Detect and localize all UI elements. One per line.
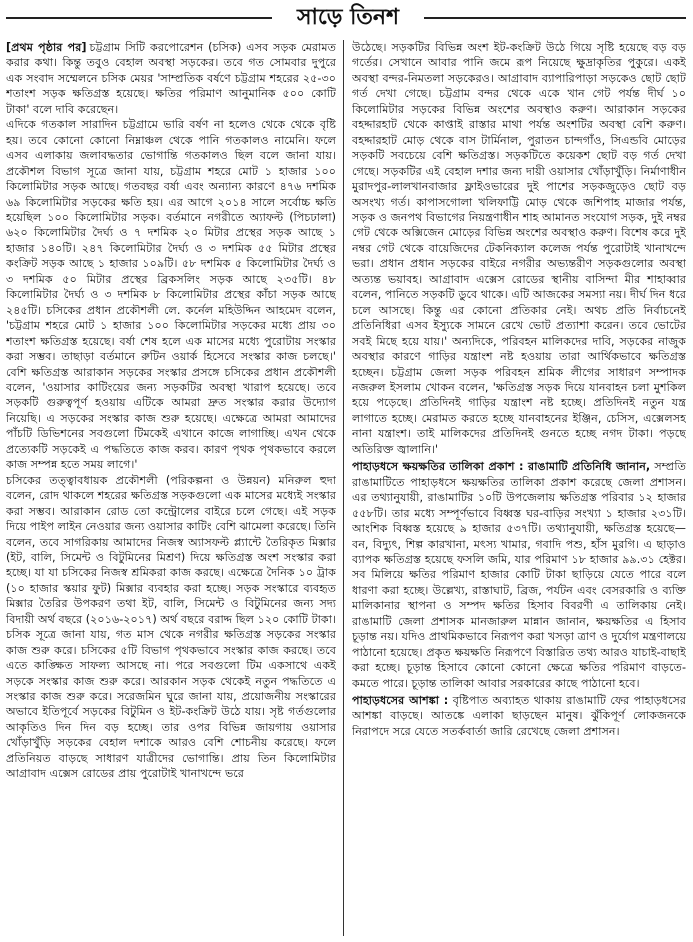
article-column-right bbox=[352, 40, 686, 936]
subsection-body: বৃষ্টিপাত অব্যাহত থাকায় রাঙামাটি ফের পাহাড়ধসের আশঙ্কা বাড়ছে। আতঙ্কে এলাকা ছাড়ছেন মানুষ। ঝুঁকিপূর্ণ লোকজনকে নিরাপদে সরে যেতে সতর্কবার্তা জারি রেখেছে জেলা প্রশাসন। bbox=[352, 694, 686, 738]
article-paragraph bbox=[6, 40, 336, 117]
article-paragraph: এদিকে গতকাল সারাদিন চট্টগ্রামে ভারি বর্ষণ না হলেও থেকে থেকে বৃষ্টি হয়। তবে কোনো কোনো নিম্নাঞ্চল থেকে পানি গতকালও নামেনি। ফলে এসব এলাকায় জলাবদ্ধতার ভোগান্তি গতকালও ছিল বলে জানা যায়। প্রকৌশল বিভাগ সূত্রে জানা যায়, চট্টগ্রাম শহরে মোট ১ হাজার ১০০ কিলোমিটার সড়ক আছে। গতবছর বর্ষা এবং অন্যান্য কারণে ৪৭৬ দশমিক ৬৯ কিলোমিটার সড়কের ক্ষতি হয়। এর আগে ২০১৪ সালে সর্বোচ্চ ক্ষতি হয়েছিল ১০০ কিলোমিটার সড়ক। বর্তমানে নগরীতে অ্যাফল্ট (পিচঢালা) ৬২০ কিলোমিটার দৈর্ঘ্য ও ৭ দশমিক ২০ মিটার প্রস্থের সড়ক আছে ১ হাজার ১৪০টি। ২৪৭ কিলোমিটার দৈর্ঘ্য ও ৩ দশমিক ৫৫ মিটার প্রস্থের কংক্রিট সড়ক আছে ১ হাজার ১০৯টি। ৫৮ দশমিক ৫ কিলোমিটার দৈর্ঘ্য ও ৩ দশমিক ৫০ মিটার প্রস্থের ব্রিকসলিং সড়ক আছে ২৩৫টি। ৪৮ কিলোমিটার দৈর্ঘ্য ও ৩ দশমিক ৮ কিলোমিটার প্রস্থের কাঁচা সড়ক আছে ২৪৫টি। চসিকের প্রধান প্রকৌশলী লে. কর্নেল মহিউদ্দিন আহমেদ বলেন, 'চট্টগ্রাম শহরে মোট ১ হাজার ১০০ কিলোমিটার সড়কের মধ্যে প্রায় ৩০ শতাংশ ক্ষতিগ্রস্ত হয়েছে। বর্ষা শেষ হলে এক মাসের মধ্যে পুরোটায় সংস্কার করা সম্ভব। তাছাড়া বর্তমানে রুটিন ওয়ার্ক হিসেবে সংস্কার কাজ চলছে।' বেশি ক্ষতিগ্রস্ত আরাকান সড়কের সংস্কার প্রসঙ্গে চসিকের প্রধান প্রকৌশলী বলেন, 'ওয়াসার কাটিংয়ের জন্য সড়কটির অবস্থা খারাপ হয়েছে। তবে সড়কটি গুরুত্বপূর্ণ হওয়ায় এটিকে আমরা দ্রুত সংস্কার করার উদ্যোগ নিয়েছি। এ সড়কের সংস্কার কাজ শুরু হয়েছে। এক্ষেত্রে আমরা আমাদের পাঁচটি ডিভিশনের সবগুলো টিমকেই এখানে কাজে লাগাচ্ছি। এখন থেকে প্রত্যেকটি সড়কেই এ পদ্ধতিতে কাজ করব। কারণ পৃথক পৃথকভাবে করলে কাজ সম্পন্ন হতে সময় লাগে।' bbox=[6, 118, 336, 472]
header-rule-right bbox=[424, 17, 686, 19]
subsection-heading: পাহাড়ধসের আশঙ্কা : bbox=[352, 694, 449, 708]
subsection-heading: পাহাড়ধসে ক্ষয়ক্ষতির তালিকা প্রকাশ : রাঙামাটি প্রতিনিধি জানান, bbox=[352, 460, 651, 474]
header-rule-left bbox=[6, 17, 272, 19]
subsection-landslide-risk bbox=[352, 693, 686, 739]
article-paragraph: উঠেছে। সড়কটির বিভিন্ন অংশ ইট-কংক্রিট উঠে গিয়ে সৃষ্টি হয়েছে বড় বড় গর্তের। সেখানে আবার পানি জমে রূপ নিয়েছে ক্ষুদ্রাকৃতির পুকুরে। একই অবস্থা বন্দর-নিমতলা সড়কেরও। আগ্রাবাদ ব্যাপারিপাড়া সড়কেও ছোট ছোট গর্ত দেখা গেছে। চট্টগ্রাম বন্দর থেকে একে খান গেট পর্যন্ত দীর্ঘ ১০ কিলোমিটার সড়কের বিভিন্ন অংশের অবস্থাও করুণ। আরাকান সড়কের বহদ্দারহাট থেকে কাপ্তাই রাস্তার মাথা পর্যন্ত অংশটির অবস্থা বেশি করুণ। বহদ্দারহাট মোড় থেকে বাস টার্মিনাল, পুরাতন চান্দগাঁও, সিএন্ডবি মোড়ের সড়কটি সবচেয়ে বেশি ক্ষতিগ্রস্ত। সড়কটিতে কয়েকশ ছোট বড় গর্ত দেখা গেছে। সড়কটির এই বেহাল দশার জন্য দায়ী ওয়াসার খোঁড়াখুঁড়ি। নির্মাণাধীন মুরাদপুর-লালখানবাজার ফ্লাইওভারের দুই পাশের সড়কজুড়েও ছোট বড় অসংখ্য গর্ত। কাপাসগোলা খলিফাট্টি মোড় থেকে জশিপাহ মাজার পর্যন্ত, সড়ক ও জনপথ বিভাগের নিয়ন্ত্রণাধীন শাহ আমানত সংযোগ সড়ক, দুই নম্বর গেট থেকে অক্সিজেন মোড়ের বিভিন্ন অংশের অবস্থাও করুণ। বিশেষ করে দুই নম্বর গেট থেকে বায়েজিদের টেকনিক্যাল কলেজ পর্যন্ত পুরোটাই খানাখন্দে ভরা। প্রধান প্রধান সড়কের বাইরে নগরীর অভ্যন্তরীণ সড়কগুলোর অবস্থা অত্যন্ত ভয়াবহ। আগ্রাবাদ এক্সেস রোডের স্থানীয় বাসিন্দা মীর শাহাব্বার বলেন, পানিতে সড়কটি ডুবে থাকে। এটি আজকের সমস্যা নয়। দীর্ঘ দিন ধরে চলে আসছে। কিন্তু এর কোনো প্রতিকার নেই। অথচ প্রতি নির্বাচনেই প্রতিনিধিরা এসব ইস্যুকে সামনে রেখে ভোট প্রত্যাশা করেন। তবে ভোটের সবই মিছে হয়ে যায়।' অন্যদিকে, পরিবহন মালিকদের দাবি, সড়কের নাজুক অবস্থার কারণে গাড়ির যন্ত্রাংশ নষ্ট হওয়ায় তারা আর্থিকভাবে ক্ষতিগ্রস্ত হচ্ছেন। চট্টগ্রাম জেলা সড়ক পরিবহন শ্রমিক লীগের সাধারণ সম্পাদক নজরুল ইসলাম খোকন বলেন, 'ক্ষতিগ্রস্ত সড়ক দিয়ে যানবাহন চলা মুশকিল হয়ে পড়েছে। প্রতিদিনই গাড়ির যন্ত্রাংশ নষ্ট হচ্ছে। প্রতিদিনই নতুন যন্ত্র লাগাতে হচ্ছে। মেরামত করতে হচ্ছে যানবাহনের ইঞ্জিন, চেসিস, এক্সেলসহ নানা যন্ত্রাংশ। তাই মালিকদের প্রতিদিনই গুনতে হচ্ছে নগদ টাকা। পড়ছে অতিরিক্ত জ্বালানি।' bbox=[352, 41, 686, 456]
subsection-body: সম্প্রতি রাঙামাটিতে পাহাড়ধসে ক্ষয়ক্ষতির তালিকা প্রকাশ করেছে জেলা প্রশাসন। এর তথ্যানুযায়ী, রাঙামাটির ১০টি উপজেলায় ক্ষতিগ্রস্ত পরিবার ১২ হাজার ৫৫৮টি। তার মধ্যে সম্পূর্ণভাবে বিধ্বস্ত ঘর-বাড়ির সংখ্যা ১ হাজার ২৩১টি। আংশিক বিধ্বস্ত হয়েছে ৯ হাজার ৫৩৭টি। তথ্যানুযায়ী, ক্ষতিগ্রস্ত হয়েছে—বন, বিদ্যুৎ, শিল্প কারখানা, মৎস্য খামার, গবাদি পশু, হাঁস মুরগি। এ ছাড়াও ব্যাপক ক্ষতিগ্রস্ত হয়েছে ফসলি জমি, যার পরিমাণ ১৮ হাজার ৯৯.৩১ হেক্টর। সব মিলিয়ে ক্ষতির পরিমাণ হাজার কোটি টাকা ছাড়িয়ে যেতে পারে বলে ধারণা করা হচ্ছে। উল্লেখ্য, রাস্তাঘাট, ব্রিজ, পর্যটন এবং বেসরকারি ও ব্যক্তি মালিকানার স্থাপনা ও সম্পদ ক্ষতির হিসাব বিবরণী এ তালিকায় নেই। রাঙামাটি জেলা প্রশাসক মানজারুল মান্নান জানান, ক্ষয়ক্ষতির এ হিসাব চূড়ান্ত নয়। যদিও প্রাথমিকভাবে নিরূপণ করা খসড়া ত্রাণ ও দুর্যোগ মন্ত্রণালয়ে পাঠানো হয়েছে। প্রকৃত ক্ষয়ক্ষতি নিরূপণে বিস্তারিত তথ্য আরও যাচাই-বাছাই করা হচ্ছে। চূড়ান্ত হিসাবে কোনো কোনো ক্ষেত্রে ক্ষতির পরিমাণ বাড়তে-কমতে পারে। চূড়ান্ত তালিকা আবার সরকারের কাছে পাঠানো হবে। bbox=[352, 460, 686, 690]
article-paragraph: চসিকের তত্ত্বাবধায়ক প্রকৌশলী (পরিকল্পনা ও উন্নয়ন) মনিরুল হুদা বলেন, রোদ থাকলে শহরের ক্ষতিগ্রস্ত সড়কগুলো এক মাসের মধ্যেই সংস্কার করা সম্ভব। আরাকান রোড তো কন্ট্রোলের বাইরে চলে গেছে। এই সড়ক দিয়ে পাইপ লাইন নেওয়ার জন্য ওয়াসার কাটিং বেশি ঝামেলা করেছে। তিনি বলেন, তবে সাগরিকায় আমাদের নিজস্ব অ্যাসফল্ট প্ল্যান্টে তৈরিকৃত মিক্সার (ইট, বালি, সিমেন্ট ও বিটুমিনের মিশ্রণ) দিয়ে ক্ষতিগ্রস্ত অংশ সংস্কার করা হচ্ছে। যা যা চসিকের নিজস্ব শ্রমিকরা কাজ করছে। এক্ষেত্রে দৈনিক ১০ ট্রাক (১০ হাজার স্কয়ার ফুট) মিক্সার ব্যবহার করা হচ্ছে। সড়ক সংস্কারে ব্যবহৃত মিক্সার তৈরির উপকরণ তথা ইট, বালি, সিমেন্ট ও বিটুমিনের জন্য সদ্য বিদায়ী অর্থ বছরে (২০১৬-২০১৭) অর্থ বছরে বরাদ্দ ছিল ১২০ কোটি টাকা। চসিক সূত্রে জানা যায়, গত মাস থেকে নগরীর ক্ষতিগ্রস্ত সড়কের সংস্কার কাজ শুরু করে। চসিকের ৫টি বিভাগ পৃথকভাবে সংস্কার কাজ করছে। তবে এতে কাঙ্ক্ষিত সাফল্য আসছে না। পরে সবগুলো টিম একসাথে একই সড়কে সংস্কার কাজ শুরু করে। আরকান সড়ক থেকেই নতুন পদ্ধতিতে এ সংস্কার কাজ শুরু করে। সরেজমিন ঘুরে জানা যায়, প্রয়োজনীয় সংস্কারের অভাবে ইতিপূর্বে সড়কের বিটুমিন ও ইট-কংক্রিট উঠে যায়। সৃষ্ট গর্তগুলোর আকৃতিও দিন দিন বড় হচ্ছে। তার ওপর বিভিন্ন জায়গায় ওয়াসার খোঁড়াখুঁড়ি সড়কের বেহাল দশাকে আরও বেশি শোচনীয় করেছে। ফলে প্রতিনিয়ত বাড়ছে সাধারণ যাত্রীদের ভোগান্তি। প্রায় তিন কিলোমিটার আগ্রাবাদ এক্সেস রোডের প্রায় পুরোটাই খানাখন্দে ভরে bbox=[6, 473, 336, 781]
paragraph-text: চট্টগ্রাম সিটি করপোরেশন (চসিক) এসব সড়ক মেরামত করার কথা। কিন্তু তবুও বেহাল অবস্থা সড়কের। তবে গত সোমবার দুপুরে এক সংবাদ সম্মেলনে চসিক মেয়র 'সাম্প্রতিক বর্ষণে চট্টগ্রাম শহরের ২৫-৩০ শতাংশ সড়ক ক্ষতিগ্রস্ত হয়েছে। ক্ষতির পরিমাণ আনুমানিক ৫০০ কোটি টাকা' বলে দাবি করেছেন। bbox=[6, 41, 336, 116]
subsection-rangamati-losses bbox=[352, 459, 686, 691]
article-column-left bbox=[6, 40, 336, 936]
page-title: সাড়ে তিনশ bbox=[296, 4, 400, 30]
continuation-label: [প্রথম পৃষ্ঠার পর] bbox=[6, 41, 87, 54]
column-divider bbox=[343, 40, 344, 936]
page-header bbox=[0, 0, 693, 36]
